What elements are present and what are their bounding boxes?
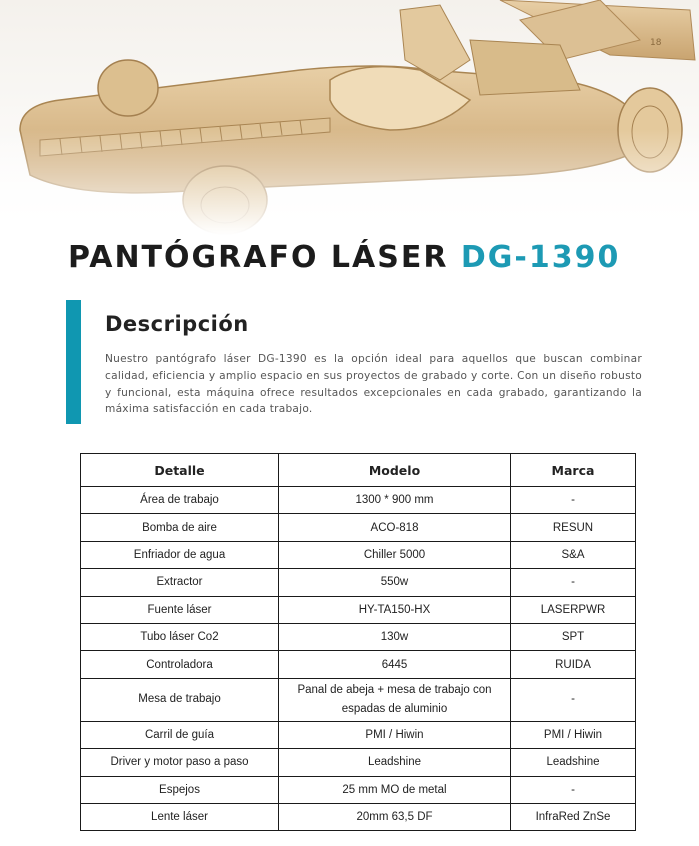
- table-header-row: [81, 454, 636, 487]
- table-row: [81, 678, 636, 721]
- cell-detalle: Extractor: [81, 569, 279, 596]
- table-row: [81, 541, 636, 568]
- cell-detalle: Lente láser: [81, 803, 279, 830]
- table-row: [81, 776, 636, 803]
- cell-marca: LASERPWR: [511, 596, 636, 623]
- cell-detalle: Bomba de aire: [81, 514, 279, 541]
- cell-modelo: PMI / Hiwin: [279, 721, 511, 748]
- cell-detalle: Carril de guía: [81, 721, 279, 748]
- title-prefix: PANTÓGRAFO LÁSER: [68, 240, 449, 275]
- cell-modelo: Panal de abeja + mesa de trabajo con espadas de aluminio: [279, 678, 511, 721]
- table-row: [81, 487, 636, 514]
- table-row: [81, 651, 636, 678]
- cell-modelo: 20mm 63,5 DF: [279, 803, 511, 830]
- cell-marca: InfraRed ZnSe: [511, 803, 636, 830]
- cell-modelo: 1300 * 900 mm: [279, 487, 511, 514]
- header-modelo: Modelo: [279, 454, 511, 487]
- cell-marca: S&A: [511, 541, 636, 568]
- table-row: [81, 803, 636, 830]
- cell-marca: -: [511, 678, 636, 721]
- table-row: [81, 623, 636, 650]
- cell-marca: Leadshine: [511, 749, 636, 776]
- header-marca: Marca: [511, 454, 636, 487]
- cell-detalle: Fuente láser: [81, 596, 279, 623]
- cell-marca: -: [511, 776, 636, 803]
- title-model: DG-1390: [460, 240, 621, 275]
- cell-marca: -: [511, 569, 636, 596]
- table-row: [81, 596, 636, 623]
- header-detalle: Detalle: [81, 454, 279, 487]
- table-row: [81, 514, 636, 541]
- cell-modelo: HY-TA150-HX: [279, 596, 511, 623]
- page-title: [68, 240, 620, 275]
- cell-marca: PMI / Hiwin: [511, 721, 636, 748]
- cell-detalle: Enfriador de agua: [81, 541, 279, 568]
- cell-modelo: Leadshine: [279, 749, 511, 776]
- cell-modelo: Chiller 5000: [279, 541, 511, 568]
- cell-marca: RUIDA: [511, 651, 636, 678]
- cell-marca: -: [511, 487, 636, 514]
- cell-modelo: 6445: [279, 651, 511, 678]
- cell-detalle: Mesa de trabajo: [81, 678, 279, 721]
- table-row: [81, 749, 636, 776]
- cell-detalle: Área de trabajo: [81, 487, 279, 514]
- cell-modelo: 130w: [279, 623, 511, 650]
- cell-modelo: ACO-818: [279, 514, 511, 541]
- cell-detalle: Controladora: [81, 651, 279, 678]
- hero-image: [0, 0, 699, 235]
- description-text: Nuestro pantógrafo láser DG-1390 es la opción ideal para aquellos que buscan combinar calidad, eficiencia y amplio espacio en sus proyectos de grabado y corte. Con un diseño robusto y funcional, esta máquina ofrece resultados excepcionales en cada grabado, garantizando la máxima satisfacción en cada trabajo.: [105, 353, 642, 416]
- cell-modelo: 550w: [279, 569, 511, 596]
- cell-marca: RESUN: [511, 514, 636, 541]
- cell-detalle: Tubo láser Co2: [81, 623, 279, 650]
- table-row: [81, 569, 636, 596]
- cell-modelo: 25 mm MO de metal: [279, 776, 511, 803]
- cell-detalle: Driver y motor paso a paso: [81, 749, 279, 776]
- specs-table: [80, 453, 636, 831]
- wooden-race-car-icon: [0, 0, 699, 235]
- cell-marca: SPT: [511, 623, 636, 650]
- cell-detalle: Espejos: [81, 776, 279, 803]
- description-accent-bar: [66, 300, 81, 424]
- table-row: [81, 721, 636, 748]
- description-heading: Descripción: [105, 312, 249, 336]
